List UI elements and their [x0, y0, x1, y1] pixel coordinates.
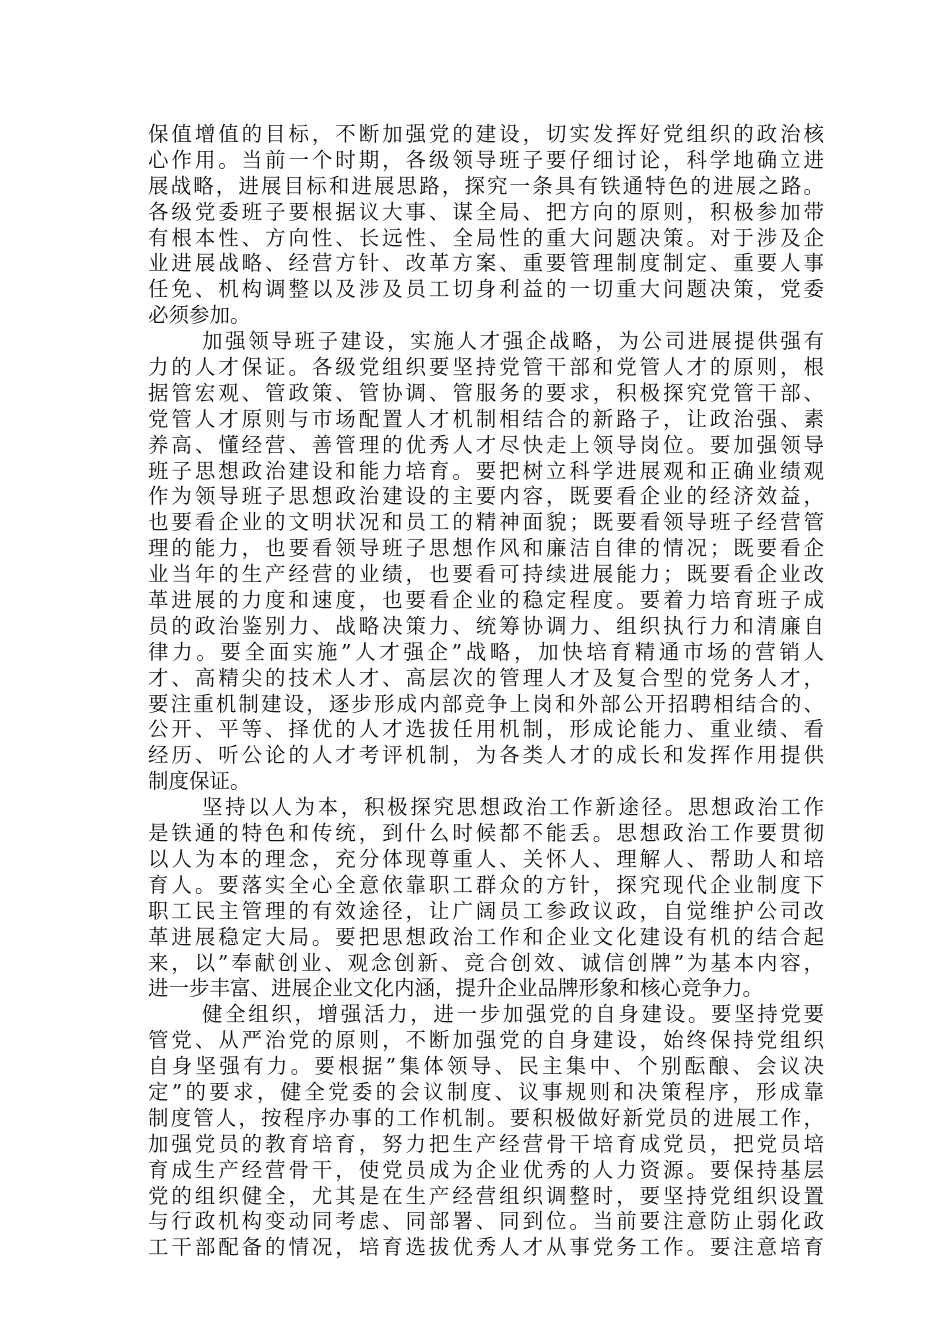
paragraph-first-line: 坚持以人为本，积极探究思想政治工作新途径。思想政治工作	[202, 795, 824, 820]
text-line: 班子思想政治建设和能力培育。要把树立科学进展观和正确业绩观	[148, 458, 824, 483]
text-line: 是铁通的特色和传统，到什么时候都不能丢。思想政治工作要贯彻	[148, 821, 824, 846]
text-line: 员的政治鉴别力、战略决策力、统筹协调力、组织执行力和清廉自	[148, 613, 824, 638]
text-line: 力的人才保证。各级党组织要坚持党管干部和党管人才的原则，根	[148, 355, 824, 380]
text-line: 革进展稳定大局。要把思想政治工作和企业文化建设有机的结合起	[148, 924, 824, 949]
text-line: 加强党员的教育培育，努力把生产经营骨干培育成党员，把党员培	[148, 1131, 824, 1156]
text-line: 作为领导班子思想政治建设的主要内容，既要看企业的经济效益，	[148, 484, 824, 509]
text-line: 革进展的力度和速度，也要看企业的稳定程度。要着力培育班子成	[148, 588, 824, 613]
paragraph-first-line: 健全组织，增强活力，进一步加强党的自身建设。要坚持党要	[202, 1002, 824, 1027]
text-line: 以人为本的理念，充分体现尊重人、关怀人、理解人、帮助人和培	[148, 846, 824, 871]
text-line: 与行政机构变动同考虑、同部署、同到位。当前要注意防止弱化政	[148, 1209, 824, 1234]
text-line: 制度管人，按程序办事的工作机制。要积极做好新党员的进展工作，	[148, 1105, 824, 1130]
text-line: 展战略，进展目标和进展思路，探究一条具有铁通特色的进展之路。	[148, 173, 824, 198]
text-line: 管党、从严治党的原则，不断加强党的自身建设，始终保持党组织	[148, 1028, 824, 1053]
text-line: 律力。要全面实施”人才强企”战略，加快培育精通市场的营销人	[148, 639, 824, 664]
body-text	[148, 122, 824, 1261]
text-line: 进一步丰富、进展企业文化内涵，提升企业品牌形象和核心竞争力。	[148, 976, 763, 1001]
text-line: 自身坚强有力。要根据”集体领导、民主集中、个别酝酿、会议决	[148, 1054, 824, 1079]
text-line: 有根本性、方向性、长远性、全局性的重大问题决策。对于涉及企	[148, 225, 824, 250]
text-line: 心作用。当前一个时期，各级领导班子要仔细讨论，科学地确立进	[148, 147, 824, 172]
text-line: 业当年的生产经营的业绩，也要看可持续进展能力；既要看企业改	[148, 562, 824, 587]
text-line: 必须参加。	[148, 303, 251, 328]
text-line: 工干部配备的情况，培育选拔优秀人才从事党务工作。要注意培育	[148, 1235, 824, 1260]
text-line: 各级党委班子要根据议大事、谋全局、把方向的原则，积极参加带	[148, 199, 824, 224]
text-line: 育人。要落实全心全意依靠职工群众的方针，探究现代企业制度下	[148, 872, 824, 897]
text-line: 任免、机构调整以及涉及员工切身利益的一切重大问题决策，党委	[148, 277, 824, 302]
text-line: 要注重机制建设，逐步形成内部竞争上岗和外部公开招聘相结合的、	[148, 691, 824, 716]
text-line: 养高、懂经营、善管理的优秀人才尽快走上领导岗位。要加强领导	[148, 432, 824, 457]
text-line: 来，以”奉献创业、观念创新、竞合创效、诚信创牌”为基本内容，	[148, 950, 824, 975]
text-line: 保值增值的目标，不断加强党的建设，切实发挥好党组织的政治核	[148, 122, 824, 146]
text-line: 党的组织健全，尤其是在生产经营组织调整时，要坚持党组织设置	[148, 1183, 824, 1208]
text-line: 定”的要求，健全党委的会议制度、议事规则和决策程序，形成靠	[148, 1079, 824, 1104]
text-line: 党管人才原则与市场配置人才机制相结合的新路子，让政治强、素	[148, 406, 824, 431]
text-line: 制度保证。	[148, 769, 251, 794]
text-line: 也要看企业的文明状况和员工的精神面貌；既要看领导班子经营管	[148, 510, 824, 535]
text-line: 职工民主管理的有效途径，让广阔员工参政议政，自觉维护公司改	[148, 898, 824, 923]
paragraph-first-line: 加强领导班子建设，实施人才强企战略，为公司进展提供强有	[202, 329, 824, 354]
text-line: 业进展战略、经营方针、改革方案、重要管理制度制定、重要人事	[148, 251, 824, 276]
text-line: 理的能力，也要看领导班子思想作风和廉洁自律的情况；既要看企	[148, 536, 824, 561]
text-line: 经历、听公论的人才考评机制，为各类人才的成长和发挥作用提供	[148, 743, 824, 768]
text-line: 据管宏观、管政策、管协调、管服务的要求，积极探究党管干部、	[148, 380, 824, 405]
text-line: 公开、平等、择优的人才选拔任用机制，形成论能力、重业绩、看	[148, 717, 824, 742]
text-line: 才、高精尖的技术人才、高层次的管理人才及复合型的党务人才，	[148, 665, 824, 690]
text-line: 育成生产经营骨干，使党员成为企业优秀的人力资源。要保持基层	[148, 1157, 824, 1182]
